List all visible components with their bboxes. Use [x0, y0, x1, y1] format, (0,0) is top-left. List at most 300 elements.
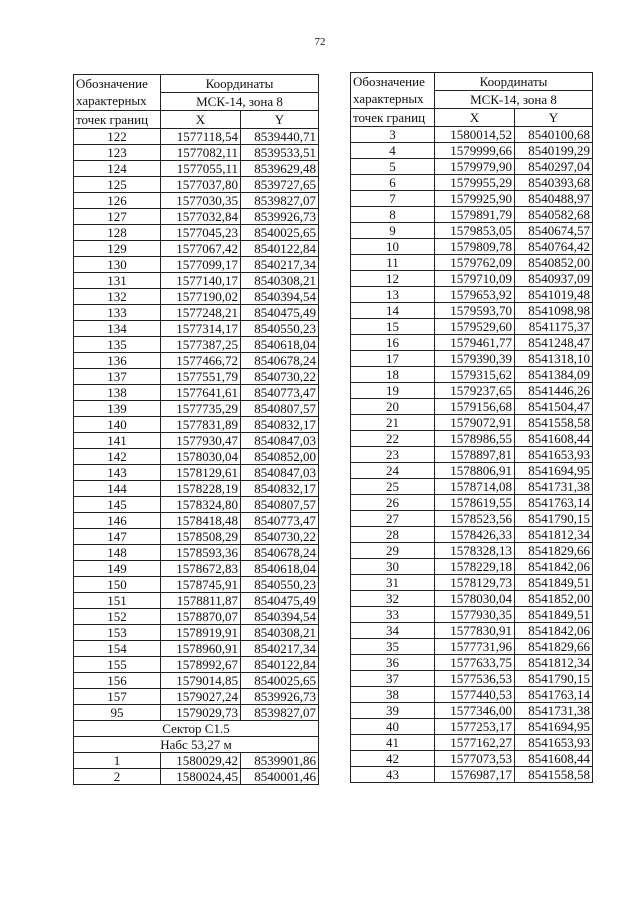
- table-row: [351, 655, 593, 671]
- point-number: 10: [351, 239, 435, 255]
- point-number: 38: [351, 687, 435, 703]
- point-number: 11: [351, 255, 435, 271]
- x-coordinate: 1579156,68: [435, 399, 515, 415]
- y-coordinate: 8541829,66: [515, 543, 593, 559]
- point-number: 145: [74, 497, 161, 513]
- point-number: 34: [351, 623, 435, 639]
- y-coordinate: 8541318,10: [515, 351, 593, 367]
- table-row: [351, 335, 593, 351]
- table-row: [74, 241, 319, 257]
- y-coordinate: 8540730,22: [241, 529, 319, 545]
- y-coordinate: 8541829,66: [515, 639, 593, 655]
- table-row: [351, 319, 593, 335]
- x-coordinate: 1577248,21: [161, 305, 241, 321]
- point-number: 33: [351, 607, 435, 623]
- y-coordinate: 8540847,03: [241, 465, 319, 481]
- point-number: 147: [74, 529, 161, 545]
- y-coordinate: 8541653,93: [515, 735, 593, 751]
- y-coordinate: 8540122,84: [241, 241, 319, 257]
- table-row: [74, 577, 319, 593]
- table-row: [74, 353, 319, 369]
- x-coordinate: 1579390,39: [435, 351, 515, 367]
- point-number: 142: [74, 449, 161, 465]
- table-row: [74, 305, 319, 321]
- x-coordinate: 1578593,36: [161, 545, 241, 561]
- point-number: 8: [351, 207, 435, 223]
- header-label-line3-right: точек границ: [351, 109, 435, 127]
- x-coordinate: 1577641,61: [161, 385, 241, 401]
- x-coordinate: 1577099,17: [161, 257, 241, 273]
- y-coordinate: 8540217,34: [241, 257, 319, 273]
- x-coordinate: 1577190,02: [161, 289, 241, 305]
- x-coordinate: 1577387,25: [161, 337, 241, 353]
- x-coordinate: 1580014,52: [435, 127, 515, 143]
- x-coordinate: 1579072,91: [435, 415, 515, 431]
- table-row: [74, 641, 319, 657]
- y-coordinate: 8540582,68: [515, 207, 593, 223]
- point-number: 126: [74, 193, 161, 209]
- y-coordinate: 8540764,42: [515, 239, 593, 255]
- y-coordinate: 8540122,84: [241, 657, 319, 673]
- point-number: 157: [74, 689, 161, 705]
- x-coordinate: 1577055,11: [161, 161, 241, 177]
- table-row: [74, 529, 319, 545]
- point-number: 132: [74, 289, 161, 305]
- y-coordinate: 8539926,73: [241, 689, 319, 705]
- y-coordinate: 8541790,15: [515, 511, 593, 527]
- x-coordinate: 1577830,91: [435, 623, 515, 639]
- table-row: [74, 273, 319, 289]
- point-number: 9: [351, 223, 435, 239]
- table-row: [351, 287, 593, 303]
- point-number: 18: [351, 367, 435, 383]
- header-group-line1: Координаты: [205, 76, 274, 91]
- table-row: [351, 607, 593, 623]
- x-coordinate: 1577073,53: [435, 751, 515, 767]
- y-coordinate: 8541558,58: [515, 767, 593, 783]
- y-coordinate: 8541558,58: [515, 415, 593, 431]
- x-coordinate: 1577536,53: [435, 671, 515, 687]
- table-row: [74, 385, 319, 401]
- table-row: [351, 463, 593, 479]
- y-coordinate: 8541812,34: [515, 527, 593, 543]
- point-number: 130: [74, 257, 161, 273]
- point-number: 13: [351, 287, 435, 303]
- x-coordinate: 1578672,83: [161, 561, 241, 577]
- table-row: [74, 465, 319, 481]
- point-number: 150: [74, 577, 161, 593]
- x-coordinate: 1579593,70: [435, 303, 515, 319]
- point-number: 134: [74, 321, 161, 337]
- point-number: 22: [351, 431, 435, 447]
- x-coordinate: 1576987,17: [435, 767, 515, 783]
- table-row: [74, 257, 319, 273]
- point-number: 2: [74, 769, 161, 785]
- y-coordinate: 8540832,17: [241, 417, 319, 433]
- header-group-line2-right: МСК-14, зона 8: [470, 92, 557, 107]
- x-coordinate: 1578986,55: [435, 431, 515, 447]
- table-row: [351, 191, 593, 207]
- point-number: 43: [351, 767, 435, 783]
- x-column-header: X: [161, 111, 241, 129]
- y-coordinate: 8540678,24: [241, 353, 319, 369]
- header-label-line1: Обозначение: [76, 76, 148, 91]
- y-coordinate: 8539440,71: [241, 129, 319, 145]
- y-coordinate: 8539727,65: [241, 177, 319, 193]
- point-number: 148: [74, 545, 161, 561]
- x-coordinate: 1579809,78: [435, 239, 515, 255]
- y-coordinate: 8540475,49: [241, 593, 319, 609]
- point-number: 95: [74, 705, 161, 721]
- x-coordinate: 1578897,81: [435, 447, 515, 463]
- point-number: 153: [74, 625, 161, 641]
- table-row: [351, 479, 593, 495]
- x-coordinate: 1577930,47: [161, 433, 241, 449]
- point-number: 30: [351, 559, 435, 575]
- x-coordinate: 1579979,90: [435, 159, 515, 175]
- table-row: [74, 417, 319, 433]
- y-coordinate: 8539827,07: [241, 193, 319, 209]
- y-column-header-right: Y: [515, 109, 593, 127]
- point-number: 41: [351, 735, 435, 751]
- table-row: [351, 719, 593, 735]
- x-coordinate: 1577162,27: [435, 735, 515, 751]
- x-coordinate: 1578228,19: [161, 481, 241, 497]
- y-coordinate: 8540730,22: [241, 369, 319, 385]
- coordinates-group-header: [161, 75, 319, 93]
- x-coordinate: 1579027,24: [161, 689, 241, 705]
- y-coordinate: 8541175,37: [515, 319, 593, 335]
- y-coordinate: 8541842,06: [515, 623, 593, 639]
- point-number: 122: [74, 129, 161, 145]
- table-row: [74, 609, 319, 625]
- y-coordinate: 8540773,47: [241, 385, 319, 401]
- point-number: 26: [351, 495, 435, 511]
- table-row: [74, 593, 319, 609]
- y-coordinate: 8540618,04: [241, 337, 319, 353]
- y-coordinate: 8540025,65: [241, 673, 319, 689]
- table-row: [351, 159, 593, 175]
- x-coordinate: 1577346,00: [435, 703, 515, 719]
- point-number: 146: [74, 513, 161, 529]
- point-number: 21: [351, 415, 435, 431]
- y-coordinate: 8541731,38: [515, 703, 593, 719]
- point-number: 135: [74, 337, 161, 353]
- x-column-header-right: X: [435, 109, 515, 127]
- table-row: [351, 367, 593, 383]
- header-label-line1-right: Обозначение: [353, 74, 425, 89]
- x-coordinate: 1578745,91: [161, 577, 241, 593]
- point-number: 152: [74, 609, 161, 625]
- table-row: [74, 657, 319, 673]
- y-coordinate: 8539629,48: [241, 161, 319, 177]
- y-coordinate: 8541694,95: [515, 719, 593, 735]
- x-coordinate: 1578129,61: [161, 465, 241, 481]
- table-row: [351, 751, 593, 767]
- x-coordinate: 1578508,29: [161, 529, 241, 545]
- coordinates-group-header-right: [435, 73, 593, 91]
- point-number: 20: [351, 399, 435, 415]
- y-coordinate: 8540394,54: [241, 609, 319, 625]
- x-coordinate: 1577140,17: [161, 273, 241, 289]
- table-row: [351, 639, 593, 655]
- x-coordinate: 1577030,35: [161, 193, 241, 209]
- point-number: 155: [74, 657, 161, 673]
- coordinates-system-header-right: [435, 91, 593, 109]
- x-coordinate: 1578426,33: [435, 527, 515, 543]
- table-row: [74, 513, 319, 529]
- x-coordinate: 1577032,84: [161, 209, 241, 225]
- y-coordinate: 8540852,00: [241, 449, 319, 465]
- page-number: 72: [314, 36, 326, 48]
- point-number: 129: [74, 241, 161, 257]
- x-coordinate: 1577118,54: [161, 129, 241, 145]
- y-coordinate: 8540001,46: [241, 769, 319, 785]
- table-row: [74, 673, 319, 689]
- y-coordinate: 8541019,48: [515, 287, 593, 303]
- x-coordinate: 1578919,91: [161, 625, 241, 641]
- x-coordinate: 1579925,90: [435, 191, 515, 207]
- x-coordinate: 1579529,60: [435, 319, 515, 335]
- y-coordinate: 8541731,38: [515, 479, 593, 495]
- point-number: 133: [74, 305, 161, 321]
- x-coordinate: 1578328,13: [435, 543, 515, 559]
- x-coordinate: 1579014,85: [161, 673, 241, 689]
- y-coordinate: 8540475,49: [241, 305, 319, 321]
- y-coordinate: 8539901,86: [241, 753, 319, 769]
- table-row: [351, 175, 593, 191]
- y-coordinate: 8540217,34: [241, 641, 319, 657]
- right-coordinates-table: [350, 72, 593, 783]
- point-number: 15: [351, 319, 435, 335]
- y-coordinate: 8541248,47: [515, 335, 593, 351]
- x-coordinate: 1577633,75: [435, 655, 515, 671]
- table-row: [74, 145, 319, 161]
- y-coordinate: 8539827,07: [241, 705, 319, 721]
- y-coordinate: 8540852,00: [515, 255, 593, 271]
- table-row: [74, 449, 319, 465]
- point-number: 28: [351, 527, 435, 543]
- point-number: 16: [351, 335, 435, 351]
- y-coordinate: 8541608,44: [515, 751, 593, 767]
- table-row: [74, 209, 319, 225]
- table-row: [351, 271, 593, 287]
- point-number: 136: [74, 353, 161, 369]
- point-number: 144: [74, 481, 161, 497]
- point-number: 4: [351, 143, 435, 159]
- x-coordinate: 1577037,80: [161, 177, 241, 193]
- y-coordinate: 8541384,09: [515, 367, 593, 383]
- y-coordinate: 8541694,95: [515, 463, 593, 479]
- x-coordinate: 1579029,73: [161, 705, 241, 721]
- x-coordinate: 1577082,11: [161, 145, 241, 161]
- x-coordinate: 1580024,45: [161, 769, 241, 785]
- header-group-line1-right: Координаты: [479, 74, 548, 89]
- table-row: [74, 321, 319, 337]
- y-coordinate: 8540807,57: [241, 497, 319, 513]
- point-number: 151: [74, 593, 161, 609]
- x-coordinate: 1579999,66: [435, 143, 515, 159]
- y-coordinate: 8540025,65: [241, 225, 319, 241]
- point-number: 139: [74, 401, 161, 417]
- x-coordinate: 1578806,91: [435, 463, 515, 479]
- table-row: [351, 703, 593, 719]
- point-number: 29: [351, 543, 435, 559]
- table-row: [74, 129, 319, 145]
- table-row: [74, 753, 319, 769]
- sector-title: Сектор С1.5: [74, 721, 319, 737]
- table-row: [351, 687, 593, 703]
- x-coordinate: 1579315,62: [435, 367, 515, 383]
- table-row: [351, 223, 593, 239]
- y-coordinate: 8540807,57: [241, 401, 319, 417]
- y-coordinate: 8540550,23: [241, 577, 319, 593]
- table-row: [74, 625, 319, 641]
- table-row: [351, 495, 593, 511]
- x-coordinate: 1578418,48: [161, 513, 241, 529]
- table-row: [351, 255, 593, 271]
- x-coordinate: 1577731,96: [435, 639, 515, 655]
- table-row: [74, 545, 319, 561]
- x-coordinate: 1577551,79: [161, 369, 241, 385]
- x-coordinate: 1577045,23: [161, 225, 241, 241]
- coordinates-system-header: [161, 93, 319, 111]
- header-label-line2: характерных: [76, 93, 147, 108]
- x-coordinate: 1577466,72: [161, 353, 241, 369]
- point-number: 1: [74, 753, 161, 769]
- y-coordinate: 8540100,68: [515, 127, 593, 143]
- x-coordinate: 1578619,55: [435, 495, 515, 511]
- y-coordinate: 8541842,06: [515, 559, 593, 575]
- y-coordinate: 8540393,68: [515, 175, 593, 191]
- table-row: [74, 497, 319, 513]
- y-coordinate: 8540937,09: [515, 271, 593, 287]
- table-row: [74, 769, 319, 785]
- table-row: [74, 177, 319, 193]
- point-number: 3: [351, 127, 435, 143]
- y-coordinate: 8541653,93: [515, 447, 593, 463]
- point-number: 27: [351, 511, 435, 527]
- x-coordinate: 1577831,89: [161, 417, 241, 433]
- sector-row: [74, 721, 319, 737]
- point-number: 141: [74, 433, 161, 449]
- y-coordinate: 8540674,57: [515, 223, 593, 239]
- table-row: [351, 415, 593, 431]
- left-coordinates-table: [73, 74, 319, 785]
- x-coordinate: 1577930,35: [435, 607, 515, 623]
- y-coordinate: 8540847,03: [241, 433, 319, 449]
- point-number: 7: [351, 191, 435, 207]
- table-row: [74, 369, 319, 385]
- table-row: [351, 575, 593, 591]
- y-coordinate: 8540773,47: [241, 513, 319, 529]
- table-row: [351, 399, 593, 415]
- y-coordinate: 8540488,97: [515, 191, 593, 207]
- y-coordinate: 8540618,04: [241, 561, 319, 577]
- x-coordinate: 1579853,05: [435, 223, 515, 239]
- x-coordinate: 1578030,04: [435, 591, 515, 607]
- x-coordinate: 1578129,73: [435, 575, 515, 591]
- point-number: 42: [351, 751, 435, 767]
- point-number: 128: [74, 225, 161, 241]
- point-number: 149: [74, 561, 161, 577]
- x-coordinate: 1578811,87: [161, 593, 241, 609]
- table-row: [351, 543, 593, 559]
- x-coordinate: 1577440,53: [435, 687, 515, 703]
- y-column-header: Y: [241, 111, 319, 129]
- y-coordinate: 8541849,51: [515, 575, 593, 591]
- sector-row: [74, 737, 319, 753]
- point-number: 32: [351, 591, 435, 607]
- point-number: 14: [351, 303, 435, 319]
- table-row: [74, 401, 319, 417]
- x-coordinate: 1579710,09: [435, 271, 515, 287]
- table-row: [351, 239, 593, 255]
- point-number: 31: [351, 575, 435, 591]
- table-row: [351, 735, 593, 751]
- y-coordinate: 8541608,44: [515, 431, 593, 447]
- y-coordinate: 8540550,23: [241, 321, 319, 337]
- right-table-body: [351, 127, 593, 783]
- point-number: 143: [74, 465, 161, 481]
- x-coordinate: 1578992,67: [161, 657, 241, 673]
- point-number: 19: [351, 383, 435, 399]
- y-coordinate: 8540678,24: [241, 545, 319, 561]
- y-coordinate: 8540308,21: [241, 625, 319, 641]
- point-number: 40: [351, 719, 435, 735]
- table-row: [74, 161, 319, 177]
- table-row: [351, 127, 593, 143]
- sector-area: Набс 53,27 м: [74, 737, 319, 753]
- x-coordinate: 1578960,91: [161, 641, 241, 657]
- y-coordinate: 8540308,21: [241, 273, 319, 289]
- x-coordinate: 1578714,08: [435, 479, 515, 495]
- point-number: 23: [351, 447, 435, 463]
- point-number: 5: [351, 159, 435, 175]
- point-number: 154: [74, 641, 161, 657]
- table-row: [351, 351, 593, 367]
- table-row: [351, 303, 593, 319]
- table-row: [351, 207, 593, 223]
- table-row: [351, 591, 593, 607]
- point-number: 156: [74, 673, 161, 689]
- table-row: [351, 559, 593, 575]
- x-coordinate: 1578229,18: [435, 559, 515, 575]
- x-coordinate: 1578324,80: [161, 497, 241, 513]
- y-coordinate: 8541852,00: [515, 591, 593, 607]
- x-coordinate: 1577067,42: [161, 241, 241, 257]
- left-table-body: [74, 129, 319, 785]
- x-coordinate: 1578870,07: [161, 609, 241, 625]
- header-label-line2-right: характерных: [353, 91, 424, 106]
- table-row: [74, 433, 319, 449]
- point-number: 36: [351, 655, 435, 671]
- point-number: 124: [74, 161, 161, 177]
- y-coordinate: 8541763,14: [515, 495, 593, 511]
- x-coordinate: 1580029,42: [161, 753, 241, 769]
- point-number: 39: [351, 703, 435, 719]
- table-row: [74, 689, 319, 705]
- point-number: 35: [351, 639, 435, 655]
- table-row: [351, 431, 593, 447]
- x-coordinate: 1577253,17: [435, 719, 515, 735]
- y-coordinate: 8540297,04: [515, 159, 593, 175]
- table-row: [74, 561, 319, 577]
- table-row: [351, 447, 593, 463]
- table-row: [74, 225, 319, 241]
- table-row: [351, 767, 593, 783]
- point-label-header: [74, 75, 161, 111]
